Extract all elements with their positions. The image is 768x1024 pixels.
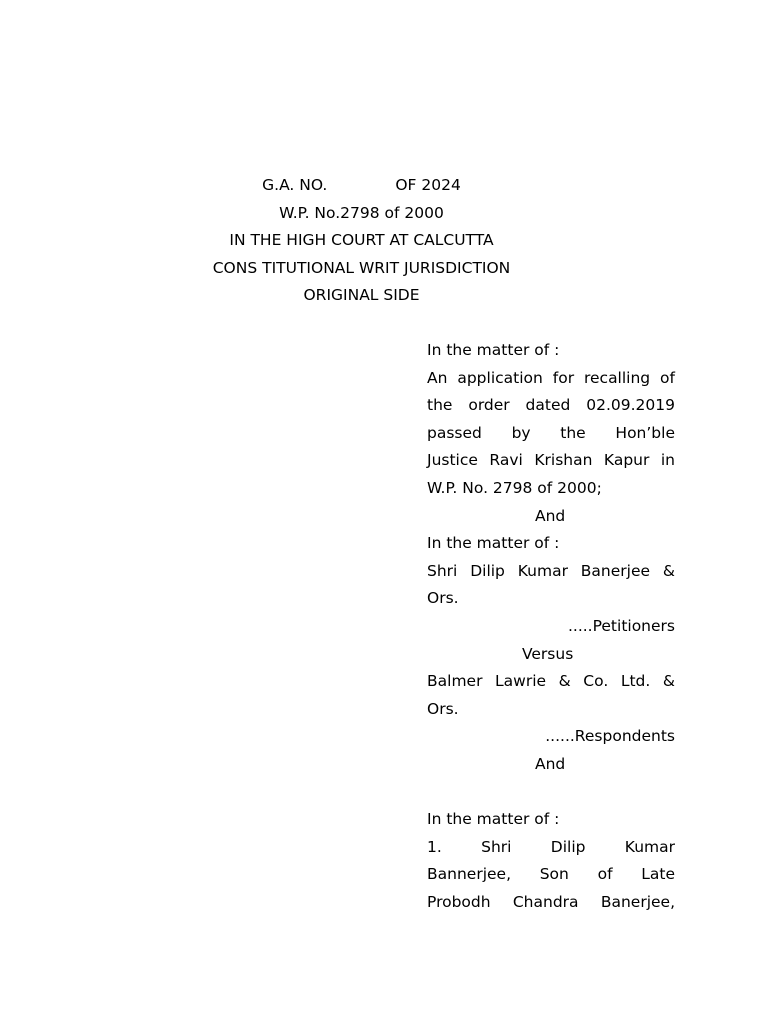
petitioner-ors: Ors. — [427, 589, 459, 608]
and-separator-1: And — [535, 506, 566, 525]
matter-1-line: W.P. No. 2798 of 2000; — [427, 478, 602, 497]
ga-prefix: G.A. NO. — [262, 176, 328, 194]
matter-column — [427, 337, 675, 916]
ga-number-line — [0, 172, 768, 200]
matter-1-line: passed by the Hon’ble — [427, 423, 675, 442]
versus-label: Versus — [522, 644, 574, 663]
ga-suffix: OF 2024 — [395, 176, 461, 194]
matter-1-line: Justice Ravi Krishan Kapur in — [427, 451, 675, 470]
court-name: IN THE HIGH COURT AT CALCUTTA — [229, 231, 494, 250]
wp-number: W.P. No.2798 of 2000 — [279, 203, 444, 222]
respondents-label: ......Respondents — [545, 727, 675, 746]
side: ORIGINAL SIDE — [303, 286, 420, 305]
matter-1-line: the order dated 02.09.2019 — [427, 396, 675, 415]
matter-heading-3: In the matter of : — [427, 810, 560, 829]
matter-3-line: Probodh Chandra Banerjee, — [427, 892, 675, 911]
and-separator-2: And — [535, 754, 566, 773]
matter-3-line: 1. Shri Dilip Kumar — [427, 837, 675, 856]
petitioners-label: .....Petitioners — [567, 616, 675, 635]
respondent-ors: Ors. — [427, 699, 459, 718]
respondent-name: Balmer Lawrie & Co. Ltd. & — [427, 672, 675, 691]
matter-1-line: An application for recalling of — [427, 368, 675, 387]
case-header — [0, 172, 768, 310]
matter-heading-1: In the matter of : — [427, 341, 560, 359]
matter-heading-2: In the matter of : — [427, 534, 560, 553]
blank-line — [427, 779, 675, 807]
matter-3-line: Bannerjee, Son of Late — [427, 865, 675, 884]
jurisdiction: CONS TITUTIONAL WRIT JURISDICTION — [212, 258, 511, 277]
petitioner-name: Shri Dilip Kumar Banerjee & — [427, 561, 675, 580]
